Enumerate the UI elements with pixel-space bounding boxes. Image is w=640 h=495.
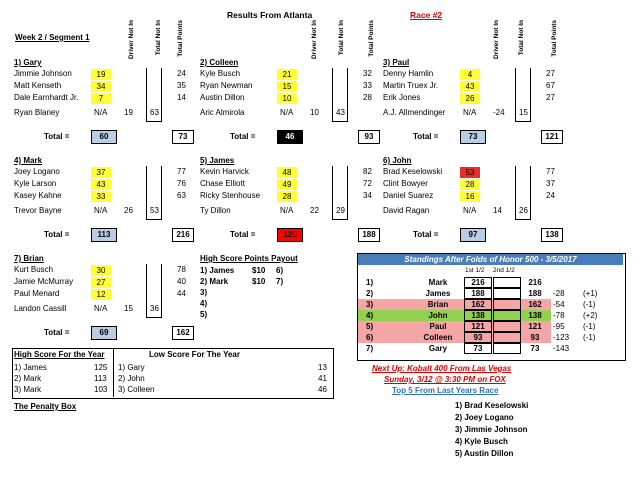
team-name: 2) Colleen	[200, 58, 239, 67]
driver-points: 14	[177, 93, 186, 102]
alt-total-not-in: 43	[336, 108, 345, 117]
total-label: Total =	[413, 132, 439, 141]
standings-h2	[493, 343, 521, 354]
driver-points: 27	[546, 93, 555, 102]
driver-score: 43	[91, 179, 111, 190]
payout-amount: $10	[252, 277, 266, 286]
next-up-line1: Next Up: Kobalt 400 From Las Vegas	[372, 364, 512, 373]
alt-driver-na: N/A	[94, 304, 108, 313]
driver-score: 49	[277, 179, 297, 190]
driver-points: 37	[546, 179, 555, 188]
total-points-header: Total Points	[368, 20, 375, 57]
team-name: 3) Paul	[383, 58, 410, 67]
total-label: Total =	[413, 230, 439, 239]
standings-row	[358, 288, 623, 299]
standings-rank: 3)	[366, 300, 374, 309]
alt-driver-score: 22	[310, 206, 319, 215]
standings-rank: 7)	[366, 344, 374, 353]
driver-points: 44	[177, 289, 186, 298]
race-number: Race #2	[410, 10, 443, 20]
standings-h1: 121	[464, 321, 492, 332]
total-label: Total =	[44, 132, 70, 141]
driver-score: 37	[91, 167, 111, 178]
alt-total-not-in: 36	[150, 304, 159, 313]
team-total-points: 73	[172, 130, 194, 144]
driver-name: Jimmie Johnson	[14, 69, 72, 78]
driver-name: Ricky Stenhouse	[200, 191, 261, 200]
standings-h1: 188	[464, 288, 492, 299]
payout-name: 3)	[200, 288, 208, 297]
top5-item: 5) Austin Dillon	[455, 449, 514, 458]
driver-points: 40	[177, 277, 186, 286]
driver-name: Clint Bowyer	[383, 179, 428, 188]
total-not-in-header: Total Not In	[518, 20, 525, 56]
team-total: 97	[460, 228, 486, 242]
standings-row	[358, 321, 623, 332]
total-points-header: Total Points	[177, 20, 184, 57]
driver-points: 82	[363, 167, 372, 176]
top5-item: 4) Kyle Busch	[455, 437, 508, 446]
driver-name: Dale Earnhardt Jr.	[14, 93, 79, 102]
driver-not-in-header: Driver Not In	[493, 20, 500, 60]
standings-diff: -78	[553, 311, 565, 320]
driver-score: 28	[277, 191, 297, 202]
total-label: Total =	[230, 230, 256, 239]
penalty-box-title: The Penalty Box	[14, 402, 77, 411]
alt-driver-score: -24	[493, 108, 505, 117]
standings-h2	[493, 288, 521, 299]
standings-diff: -143	[553, 344, 570, 353]
alt-driver-score: 26	[124, 206, 133, 215]
driver-name: Matt Kenseth	[14, 81, 62, 90]
high-score-value: 125	[94, 363, 108, 372]
standings-move: (+1)	[583, 289, 598, 298]
low-score-name: 1) Gary	[118, 363, 145, 372]
standings-name: James	[425, 289, 451, 298]
top5-item: 1) Brad Keselowski	[455, 401, 529, 410]
standings-move: (+2)	[583, 311, 598, 320]
driver-score: 15	[277, 81, 297, 92]
alt-driver-name: Landon Cassill	[14, 304, 67, 313]
driver-score: 4	[460, 69, 480, 80]
standings-total: 216	[528, 278, 542, 287]
standings-h2	[493, 310, 521, 321]
standings-h1: 73	[464, 343, 492, 354]
driver-name: Chase Elliott	[200, 179, 245, 188]
standings-diff: -123	[553, 333, 570, 342]
standings-col1-header: 1st 1/2	[465, 267, 485, 274]
standings-h1: 138	[464, 310, 492, 321]
year-scores-divider	[113, 348, 114, 397]
driver-points: 35	[177, 81, 186, 90]
standings-row	[358, 332, 623, 343]
total-label: Total =	[230, 132, 256, 141]
alt-driver-name: Trevor Bayne	[14, 206, 62, 215]
alt-driver-name: Ty Dillon	[200, 206, 231, 215]
driver-points: 77	[546, 167, 555, 176]
team-total-points: 138	[541, 228, 563, 242]
driver-points: 72	[363, 179, 372, 188]
low-score-value: 46	[318, 385, 327, 394]
standings-move	[583, 277, 609, 288]
high-score-name: 2) Mark	[14, 374, 42, 383]
team-total-points: 121	[541, 130, 563, 144]
standings-total: 93	[530, 333, 540, 342]
driver-name: Austin Dillon	[200, 93, 245, 102]
segment-label: Week 2 / Segment 1	[15, 33, 90, 42]
driver-score: 7	[91, 93, 111, 104]
alt-driver-na: N/A	[463, 108, 477, 117]
driver-score: 43	[460, 81, 480, 92]
driver-score: 48	[277, 167, 297, 178]
standings-diff: -95	[553, 322, 565, 331]
driver-name: Kyle Larson	[14, 179, 57, 188]
driver-name: Jamie McMurray	[14, 277, 74, 286]
driver-points: 34	[363, 191, 372, 200]
driver-score: 12	[91, 289, 111, 300]
payout-extra: 7)	[276, 277, 284, 286]
payout-extra: 6)	[276, 266, 284, 275]
standings-name: John	[428, 311, 448, 320]
driver-points: 32	[363, 69, 372, 78]
payout-name: 2) Mark	[200, 277, 229, 286]
driver-score: 26	[460, 93, 480, 104]
high-score-name: 1) James	[14, 363, 47, 372]
standings-rank: 6)	[366, 333, 374, 342]
driver-points: 24	[546, 191, 555, 200]
driver-points: 78	[177, 265, 186, 274]
team-total: 69	[91, 326, 117, 340]
alt-driver-score: 10	[310, 108, 319, 117]
team-total: 113	[91, 228, 117, 242]
team-total-points: 216	[172, 228, 194, 242]
standings-h2	[493, 277, 521, 288]
payout-name: 1) James	[200, 266, 235, 275]
team-total: 46	[277, 130, 303, 144]
driver-name: Martin Truex Jr.	[383, 81, 439, 90]
driver-points: 27	[546, 69, 555, 78]
low-score-name: 2) John	[118, 374, 145, 383]
high-score-name: 3) Mark	[14, 385, 42, 394]
alt-driver-score: 15	[124, 304, 133, 313]
driver-name: Kasey Kahne	[14, 191, 62, 200]
payout-title: High Score Points Payout	[200, 254, 298, 263]
alt-driver-score: 19	[124, 108, 133, 117]
next-up-line2: Sunday, 3/12 @ 3:30 PM on FOX	[384, 375, 506, 384]
total-label: Total =	[44, 328, 70, 337]
alt-driver-name: Ryan Blaney	[14, 108, 60, 117]
team-name: 5) James	[200, 156, 235, 165]
driver-points: 67	[546, 81, 555, 90]
top5-item: 2) Joey Logano	[455, 413, 514, 422]
standings-h2	[493, 321, 521, 332]
alt-driver-na: N/A	[94, 108, 108, 117]
standings-row	[358, 277, 623, 288]
team-total-points: 162	[172, 326, 194, 340]
driver-score: 33	[91, 191, 111, 202]
team-total: 73	[460, 130, 486, 144]
team-total: 60	[91, 130, 117, 144]
standings-h2	[493, 299, 521, 310]
team-name: 7) Brian	[14, 254, 44, 263]
team-name: 6) John	[383, 156, 412, 165]
team-total-points: 188	[358, 228, 380, 242]
standings-move: (-1)	[583, 333, 596, 342]
total-not-in-header: Total Not In	[155, 20, 162, 56]
standings-move: (-1)	[583, 322, 596, 331]
driver-not-in-header: Driver Not In	[128, 20, 135, 60]
standings-rank: 4)	[366, 311, 374, 320]
total-points-header: Total Points	[551, 20, 558, 57]
standings-h2	[493, 332, 521, 343]
alt-driver-score: 14	[493, 206, 502, 215]
low-score-name: 3) Colleen	[118, 385, 155, 394]
driver-name: Kevin Harvick	[200, 167, 249, 176]
driver-name: Ryan Newman	[200, 81, 253, 90]
driver-name: Joey Logano	[14, 167, 60, 176]
driver-name: Denny Hamlin	[383, 69, 434, 78]
standings-row	[358, 343, 623, 354]
driver-not-in-header: Driver Not In	[311, 20, 318, 60]
alt-total-not-in: 26	[519, 206, 528, 215]
standings-rank: 5)	[366, 322, 374, 331]
alt-total-not-in: 29	[336, 206, 345, 215]
standings-name: Colleen	[423, 333, 453, 342]
standings-total: 121	[528, 322, 542, 331]
alt-driver-na: N/A	[280, 108, 294, 117]
driver-points: 33	[363, 81, 372, 90]
standings-move: (-1)	[583, 300, 596, 309]
payout-amount: $10	[252, 266, 266, 275]
driver-name: Daniel Suarez	[383, 191, 434, 200]
alt-driver-name: A.J. Allmendinger	[383, 108, 446, 117]
alt-total-not-in: 15	[519, 108, 528, 117]
driver-score: 27	[91, 277, 111, 288]
top5-title: Top 5 From Last Years Race	[392, 386, 499, 395]
standings-h1: 162	[464, 299, 492, 310]
total-label: Total =	[44, 230, 70, 239]
alt-driver-na: N/A	[94, 206, 108, 215]
standings-total: 138	[528, 311, 542, 320]
standings-col2-header: 2nd 1/2	[493, 267, 515, 274]
driver-points: 76	[177, 179, 186, 188]
driver-points: 24	[177, 69, 186, 78]
low-score-value: 13	[318, 363, 327, 372]
driver-score: 53	[460, 167, 480, 178]
team-total: 125	[277, 228, 303, 242]
standings-move	[583, 343, 609, 354]
driver-score: 34	[91, 81, 111, 92]
low-score-value: 41	[318, 374, 327, 383]
driver-score: 30	[91, 265, 111, 276]
driver-score: 16	[460, 191, 480, 202]
payout-name: 5)	[200, 310, 208, 319]
standings-diff: -28	[553, 289, 565, 298]
alt-total-not-in: 53	[150, 206, 159, 215]
low-score-title: Low Score For The Year	[149, 350, 240, 359]
driver-points: 63	[177, 191, 186, 200]
top5-item: 3) Jimmie Johnson	[455, 425, 528, 434]
page-title: Results From Atlanta	[227, 10, 313, 20]
driver-score: 21	[277, 69, 297, 80]
standings-title: Standings After Folds of Honor 500 - 3/5/2017	[358, 254, 623, 265]
standings-row	[358, 299, 623, 310]
driver-name: Kurt Busch	[14, 265, 54, 274]
driver-name: Kyle Busch	[200, 69, 241, 78]
standings-row	[358, 310, 623, 321]
standings-name: Brian	[427, 300, 449, 309]
standings-rank: 2)	[366, 289, 374, 298]
standings-name: Mark	[428, 278, 448, 287]
alt-total-not-in: 63	[150, 108, 159, 117]
standings-diff	[553, 277, 573, 288]
high-score-value: 113	[94, 374, 107, 383]
team-name: 1) Gary	[14, 58, 42, 67]
team-total-points: 93	[358, 130, 380, 144]
alt-driver-name: Aric Almirola	[200, 108, 245, 117]
standings-h1: 216	[464, 277, 492, 288]
driver-name: Erik Jones	[383, 93, 421, 102]
total-not-in-header: Total Not In	[338, 20, 345, 56]
driver-score: 19	[91, 69, 111, 80]
payout-name: 4)	[200, 299, 208, 308]
driver-points: 28	[363, 93, 372, 102]
standings-name: Gary	[428, 344, 448, 353]
driver-name: Paul Menard	[14, 289, 60, 298]
standings-rank: 1)	[366, 278, 374, 287]
alt-driver-na: N/A	[280, 206, 294, 215]
team-name: 4) Mark	[14, 156, 43, 165]
alt-driver-name: David Ragan	[383, 206, 430, 215]
high-score-value: 103	[94, 385, 108, 394]
standings-diff: -54	[553, 300, 565, 309]
driver-score: 10	[277, 93, 297, 104]
standings-name: Paul	[429, 322, 447, 331]
high-score-title: High Score For the Year	[14, 350, 105, 359]
standings-h1: 93	[464, 332, 492, 343]
driver-name: Brad Keselowski	[383, 167, 443, 176]
standings-total: 188	[528, 289, 542, 298]
standings-total: 162	[528, 300, 542, 309]
standings-total: 73	[530, 344, 540, 353]
driver-score: 28	[460, 179, 480, 190]
alt-driver-na: N/A	[463, 206, 477, 215]
driver-points: 77	[177, 167, 186, 176]
